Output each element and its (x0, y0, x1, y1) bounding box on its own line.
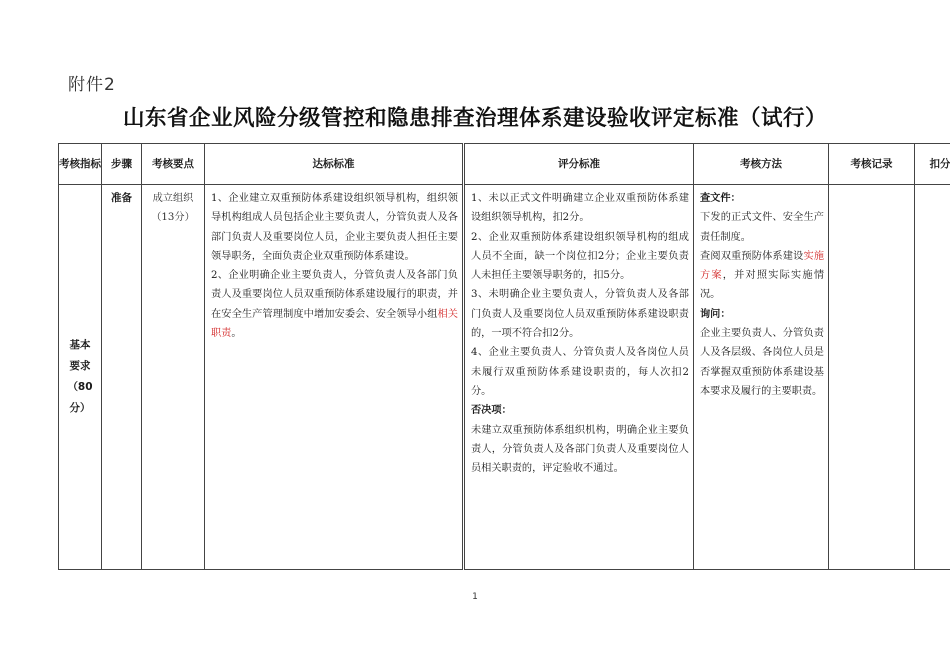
standard-item: 2、企业明确企业主要负责人，分管负责人及各部门负责人及重要岗位人员双重预防体系建设履行的职责，并在安全生产管理制度中增加安委会、安全领导小组相关职责。 (211, 270, 458, 340)
highlight-text: 相关职责 (211, 308, 458, 340)
inquiry-label: 询问： (700, 308, 731, 320)
evaluation-table (58, 143, 950, 570)
key-point-cell (142, 185, 205, 570)
category-cell (59, 185, 102, 570)
check-docs-label: 查文件： (700, 193, 741, 204)
header-deduct: 扣分 (915, 144, 950, 185)
table-row (59, 185, 950, 570)
header-standard: 达标标准 (205, 144, 464, 185)
category-line: （80 (67, 381, 93, 393)
scoring-item: 2、企业双重预防体系建设组织领导机构的组成人员不全面，缺一个岗位扣2分；企业主要负责人未担任主要领导职务的，扣5分。 (471, 231, 689, 282)
category-line: 分） (69, 402, 91, 414)
key-point-name: 成立组织 (152, 193, 194, 204)
highlight-text: 实施方案 (700, 250, 825, 282)
header-method: 考核方法 (694, 144, 829, 185)
scoring-cell (464, 185, 694, 570)
standard-cell (205, 185, 464, 570)
scoring-item: 3、未明确企业主要负责人，分管负责人及各部门负责人及重要岗位人员双重预防体系建设职责的，一项不符合扣2分。 (471, 289, 689, 340)
record-cell[interactable] (829, 185, 915, 570)
category-line: 要求 (69, 360, 91, 372)
scoring-item: 1、未以正式文件明确建立企业双重预防体系建设组织领导机构，扣2分。 (471, 193, 689, 224)
document-title: 山东省企业风险分级管控和隐患排查治理体系建设验收评定标准（试行） (122, 106, 827, 131)
veto-label: 否决项： (471, 405, 512, 417)
method-cell (694, 185, 829, 570)
page-number: 1 (472, 592, 478, 602)
veto-text: 未建立双重预防体系组织机构，明确企业主要负责人，分管负责人及各部门负责人及重要岗位人员相关职责的，评定验收不通过。 (471, 424, 689, 475)
header-indicator: 考核指标 (59, 144, 102, 185)
header-record: 考核记录 (829, 144, 915, 185)
step-cell: 准备 (102, 185, 142, 570)
inquiry-text: 企业主要负责人、分管负责人及各层级、各岗位人员是否掌握双重预防体系建设基本要求及履行的主要职责。 (700, 328, 824, 397)
attachment-label: 附件2 (68, 75, 116, 95)
header-scoring: 评分标准 (464, 144, 694, 185)
key-point-score: （13分） (151, 212, 195, 224)
header-step: 步骤 (102, 144, 142, 185)
check-docs-text: 下发的正式文件、安全生产责任制度。 (700, 212, 824, 243)
category-line: 基本 (69, 339, 91, 351)
scoring-item: 4、企业主要负责人、分管负责人及各岗位人员未履行双重预防体系建设职责的，每人次扣2分。 (471, 347, 689, 397)
header-key-point: 考核要点 (142, 144, 205, 185)
check-plan-text: 查阅双重预防体系建设实施方案，并对照实际实施情况。 (700, 250, 825, 301)
table-header-row (59, 144, 950, 185)
deduct-cell[interactable] (915, 185, 950, 570)
standard-item: 1、企业建立双重预防体系建设组织领导机构，组织领导机构组成人员包括企业主要负责人，分管负责人及各部门负责人及重要岗位人员，企业主要负责人担任主要领导职务，全面负责企业双重预防体系建设。 (211, 193, 458, 262)
